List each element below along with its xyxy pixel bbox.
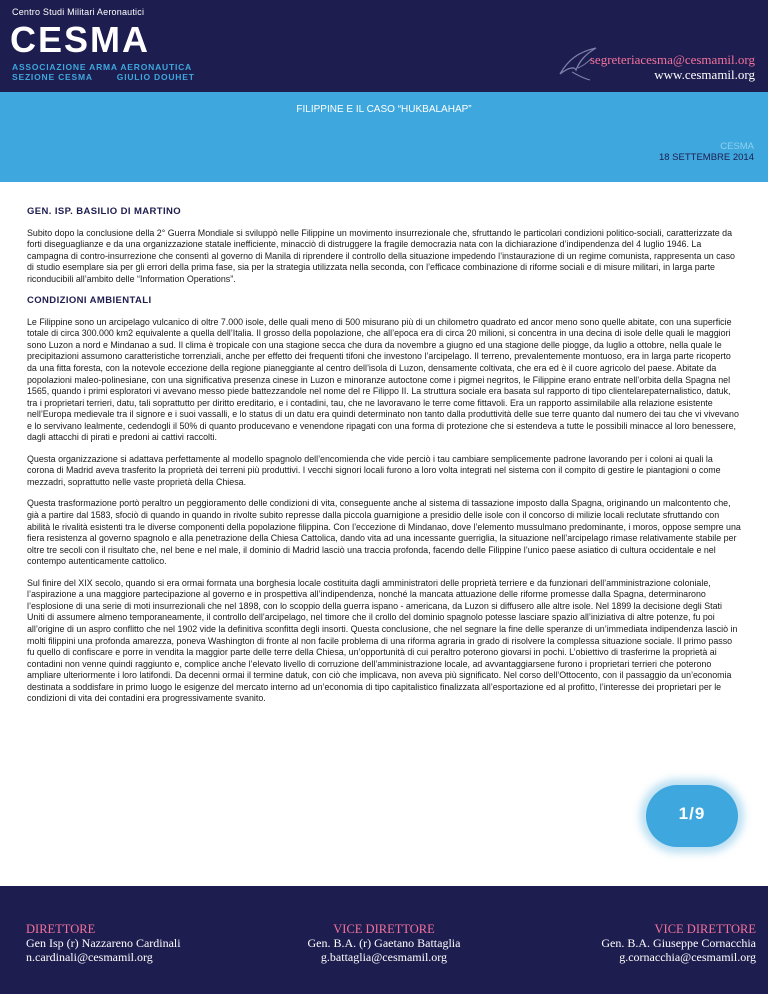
footer-role: VICE DIRETTORE [654,922,756,936]
logo-subtitle-line1: ASSOCIAZIONE ARMA AERONAUTICA [12,62,192,72]
article-body [27,206,741,715]
footer-role: VICE DIRETTORE [333,922,435,936]
footer-vice-director-1 [284,922,484,964]
footer-email-link[interactable]: g.cornacchia@cesmamil.org [619,950,756,964]
logo-subtitle-right: GIULIO DOUHET [116,72,195,82]
page-number: 1/9 [678,804,706,823]
footer-name: Gen. B.A. Giuseppe Cornacchia [601,936,756,950]
body-paragraph: Le Filippine sono un arcipelago vulcanico di oltre 7.000 isole, delle quali meno di 500 misurano più di un chilometro quadrato ed ancor meno sono quelle abitate, con una superficie totale di circa 300.000 km2 equivalente a quella dell’Italia. Il grosso della popolazione, che all’epoca era di circa 20 milioni, si concentra in una decina di isole delle quali le maggiori sono Luzon a nord e Mindanao a sud. Il clima è tropicale con una stagione secca che dura da novembre a giugno ed una stagione delle piogge, da luglio a ottobre, nella quale le precipitazioni assumono caratteristiche torrenziali, anche per effetto dei frequenti tifoni che investono l’arcipelago. Il terreno, prevalentemente montuoso, era in larga parte ricoperto da una fitta foresta, con la notevole eccezione della regione pianeggiante al centro dell’isola di Luzon, densamente coltivata, che era ed è il cuore agricolo del paese. Abitate da popolazioni maleo-polinesiane, con una significativa presenza cinese in Luzon e minoranze autoctone come i pigmei negritos, le Filippine erano entrate nell’orbita della Spagna nel 1565, quando i primi esploratori vi avevano messo piede battezzandole nel nome del re Filippo II. La struttura sociale era basata sul rapporto di tipo clientelarepaternalistico, datuk, tra i proprietari terrieri, datu, tali soprattutto per diritto ereditario, e i contadini, tau, che ne lavoravano le terre come fittavoli. Era un rapporto assimilabile alla relazione esistente nell’Europa medievale tra il signore e i suoi vassalli, e lo status di un datu era quindi determinato non tanto dalla produttività delle sue terre quanto dal numero dei tau che vi vivevano e lo servivano lealmente, cedendogli il 50% di quanto producevano e venendone ripagati con una forma di protezione che si estendeva a tutte le possibili minacce al loro benessere, dagli attacchi di pirati e predoni ai cattivi raccolti. [27,316,739,443]
logo-subtitle-left: SEZIONE CESMA [12,72,93,82]
section-heading: CONDIZIONI AMBIENTALI [27,295,152,307]
header-website-link[interactable]: www.cesmamil.org [654,67,755,82]
body-paragraph: Questa organizzazione si adattava perfettamente al modello spagnolo dell’encomienda che vide perciò i tau cambiare semplicemente padrone lavorando per i coloni ai quali la corona di Madrid aveva trasferito la proprietà dei terreni più produttivi. I vecchi signori locali furono a loro volta integrati nel sistema con il compito di gestire le piantagioni o come mezzadri, soprattutto nelle vaste proprietà della Chiesa. [27,453,721,487]
footer-email-link[interactable]: g.battaglia@cesmamil.org [320,950,448,964]
footer-role: DIRETTORE [26,922,96,936]
footer-director [26,922,181,964]
document-source: CESMA [720,141,754,152]
footer-name: Gen Isp (r) Nazzareno Cardinali [26,936,181,950]
author-heading: GEN. ISP. BASILIO DI MARTINO [27,206,182,217]
page-number-badge [646,785,738,847]
footer-name: Gen. B.A. (r) Gaetano Battaglia [307,936,461,950]
footer-vice-director-2 [601,922,756,964]
logo-tagline: Centro Studi Militari Aeronautici [12,7,145,17]
logo-wordmark: CESMA [10,19,151,60]
logo-subtitle-line2 [12,72,195,82]
header-email-link[interactable]: segreteriacesma@cesmamil.org [589,52,755,67]
footer-email-link[interactable]: n.cardinali@cesmamil.org [26,950,153,964]
document-title: FILIPPINE E IL CASO “HUKBALAHAP” [296,104,472,115]
document-date: 18 SETTEMBRE 2014 [658,152,754,163]
body-paragraph: Questa trasformazione portò peraltro un peggioramento delle condizioni di vita, conseguente anche al sistema di tassazione imposto dalla Spagna, originando un malcontento che, già a partire dal 1583, sfociò di quando in quando in rivolte subito represse dalla piccola guarnigione a presidio delle isole con il concorso di milizie locali reclutate sfruttando con abilità le rivalità esistenti tra le diverse componenti della popolazione filippina. Con l’eccezione di Mindanao, dove l’elemento mussulmano predominante, i moros, oppose sempre una fiera resistenza al governo spagnolo e alla penetrazione della Chiesa Cattolica, dando vita ad una incessante guerriglia, la situazione nell’arcipelago rimase relativamente stabile per oltre tre secoli con il risultato che, nel bene e nel male, il dominio di Madrid lasciò una traccia profonda, facendo delle Filippine l’unico paese asiatico di cultura occidentale e nel contempo autenticamente cattolico. [27,498,741,567]
body-paragraph: Sul finire del XIX secolo, quando si era ormai formata una borghesia locale costituita dagli amministratori delle proprietà terriere e da funzionari dell’amministrazione coloniale, l’aspirazione a una maggiore partecipazione al governo e in prospettiva all’indipendenza, nonché la mancata attuazione delle riforme promesse dalla Spagna, determinarono l’esplosione di una serie di moti insurrezionali che nel 1898, con lo scoppio della guerra ispano - americana, da Luzon si diffusero alle altre isole. Nel 1899 la decisione degli Stati Uniti di assumere almeno temporaneamente, il controllo dell’arcipelago, nel timore che il crollo del dominio spagnolo potesse lasciare spazio all’iniziativa di altre potenze, fu poi all’origine di un aspro conflitto che nel 1902 vide la definitiva sconfitta degli insorti. Questa conclusione, che nel segnare la fine delle speranze di un’immediata indipendenza lasciò in molti filippini una profonda amarezza, poneva Washington di fronte al non facile problema di una riforma agraria in grado di risolvere la complessa situazione sociale. Il primo passo fu quello di confiscare e porre in vendita la maggior parte delle terre della Chiesa, un’opportunità di cui peraltro poterono giovarsi in pochi. L’obiettivo di trasferirne la proprietà ai contadini non venne quindi raggiunto e, complice anche l’elevato livello di corruzione dell’amministrazione locale, ad avvantaggiarsene furono i proprietari terrieri che poterono ampliare ulteriormente i loro latifondi. Da decenni ormai il termine datuk, con ciò che implicava, non aveva più significato. Nel corso dell’Ottocento, con il passaggio da un’economia destinata a soddisfare in primo luogo le esigenze del mercato interno ad un’economia di tipo capitalistico finalizzata all’esportazione ed al profitto, l’interesse dei proprietari per le condizioni di vita dei contadini era progressivamente svanito. [27,577,738,704]
intro-paragraph: Subito dopo la conclusione della 2° Guerra Mondiale si sviluppò nelle Filippine un movimento insurrezionale che, sfruttando le particolari condizioni politico-sociali, caratterizzate da forti diseguaglianze e da una organizzazione statale inefficiente, minacciò di distruggere la fragile democrazia nata con la dichiarazione d’indipendenza del 4 luglio 1946. La campagna di contro-insurrezione che consentì al governo di Manila di riprendere il controllo della situazione impedendo l’instaurazione di un regime comunista, rappresenta un caso di studio esemplare sia per gli errori della prima fase, sia per la strategia utilizzata nella seconda, con l’efficace combinazione di riforme sociali e di misure militari, in larga parte riconducibili all’ambito delle “Information Operations”. [27,227,735,284]
